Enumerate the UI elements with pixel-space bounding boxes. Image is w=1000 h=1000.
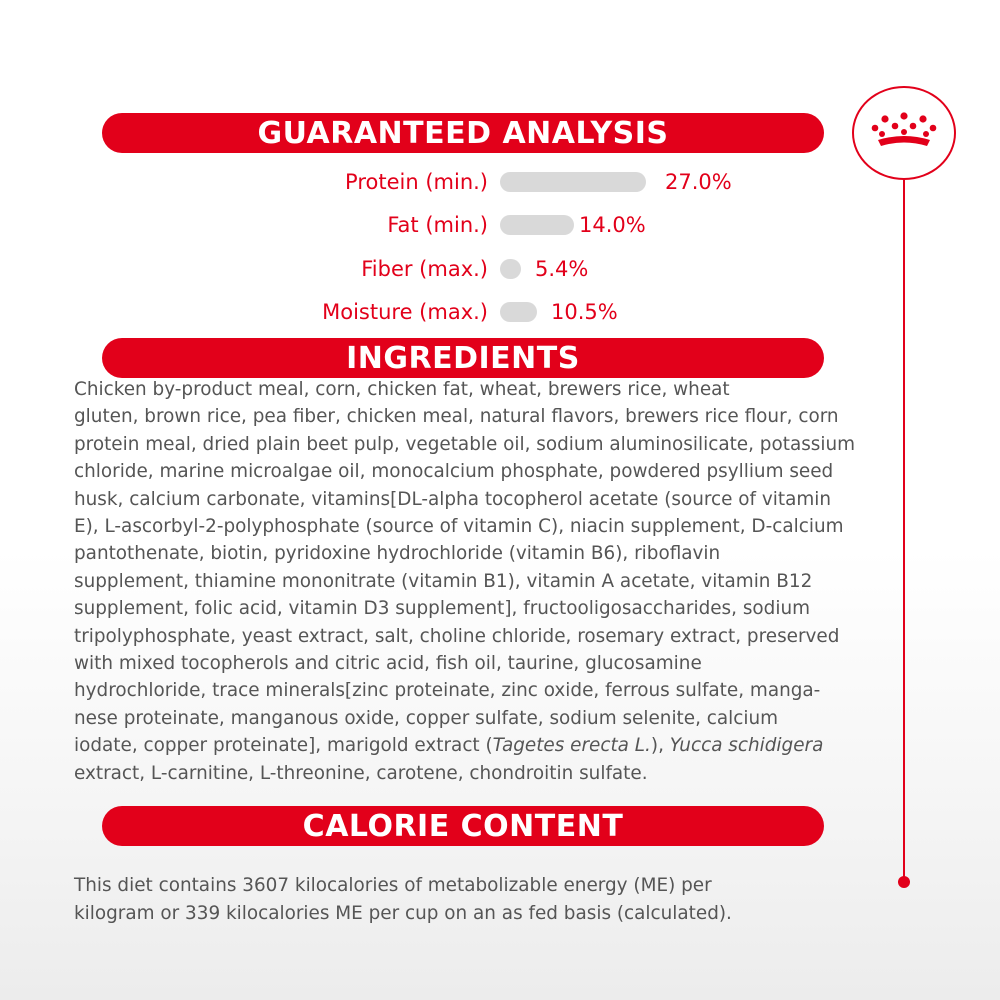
ingredients-line: tripolyphosphate, yeast extract, salt, choline chloride, rosemary extract, preserved bbox=[74, 625, 840, 647]
ingredients-heading: INGREDIENTS bbox=[102, 338, 824, 378]
ingredients-line: pantothenate, biotin, pyridoxine hydrochloride (vitamin B6), riboflavin bbox=[74, 543, 721, 565]
analysis-value: 10.5% bbox=[551, 300, 618, 324]
ingredients-line: hydrochloride, trace minerals[zinc proteinate, zinc oxide, ferrous sulfate, manga- bbox=[74, 680, 821, 702]
analysis-row-moisture bbox=[0, 297, 1000, 327]
calorie-line: kilogram or 339 kilocalories ME per cup on an as fed basis (calculated). bbox=[74, 903, 732, 924]
analysis-label: Fat (min.) bbox=[387, 213, 488, 237]
decorative-line-end-dot bbox=[898, 876, 910, 888]
analysis-bar bbox=[500, 259, 521, 279]
analysis-bar bbox=[500, 302, 537, 322]
ingredients-text-fragment: ), bbox=[650, 735, 670, 757]
brand-logo bbox=[852, 86, 956, 180]
ingredients-italic-name: Yucca schidigera bbox=[669, 735, 824, 757]
analysis-label: Moisture (max.) bbox=[322, 300, 488, 324]
analysis-value: 5.4% bbox=[535, 257, 589, 281]
crown-icon bbox=[869, 111, 939, 155]
ingredients-line: supplement, folic acid, vitamin D3 supplement], fructooligosaccharides, sodium bbox=[74, 598, 811, 620]
analysis-value: 14.0% bbox=[579, 213, 646, 237]
decorative-vertical-line bbox=[903, 180, 905, 880]
ingredients-text bbox=[74, 376, 894, 787]
analysis-label: Protein (min.) bbox=[345, 170, 488, 194]
ingredients-line: E), L-ascorbyl-2-polyphosphate (source of vitamin C), niacin supplement, D-calcium bbox=[74, 516, 844, 538]
ingredients-line: with mixed tocopherols and citric acid, fish oil, taurine, glucosamine bbox=[74, 653, 702, 675]
ingredients-line: Chicken by-product meal, corn, chicken fat, wheat, brewers rice, wheat bbox=[74, 379, 730, 400]
ingredients-line: protein meal, dried plain beet pulp, vegetable oil, sodium aluminosilicate, potassium bbox=[74, 433, 856, 455]
analysis-row-fat bbox=[0, 210, 1000, 240]
ingredients-line: chloride, marine microalgae oil, monocalcium phosphate, powdered psyllium seed bbox=[74, 461, 834, 483]
analysis-row-protein bbox=[0, 167, 1000, 197]
analysis-label: Fiber (max.) bbox=[361, 257, 488, 281]
ingredients-line: supplement, thiamine mononitrate (vitamin B1), vitamin A acetate, vitamin B12 bbox=[74, 570, 813, 592]
ingredients-line: nese proteinate, manganous oxide, copper sulfate, sodium selenite, calcium bbox=[74, 707, 779, 729]
ingredients-line bbox=[74, 732, 894, 759]
analysis-row-fiber bbox=[0, 254, 1000, 284]
calorie-content-text bbox=[74, 872, 894, 928]
ingredients-line: husk, calcium carbonate, vitamins[DL-alpha tocopherol acetate (source of vitamin bbox=[74, 488, 832, 510]
analysis-bar bbox=[500, 215, 574, 235]
guaranteed-analysis-heading: GUARANTEED ANALYSIS bbox=[102, 113, 824, 153]
ingredients-italic-name: Tagetes erecta L. bbox=[492, 735, 651, 757]
ingredients-text-fragment: iodate, copper proteinate], marigold extract ( bbox=[74, 735, 493, 757]
analysis-value: 27.0% bbox=[665, 170, 732, 194]
ingredients-line: gluten, brown rice, pea fiber, chicken meal, natural flavors, brewers rice flour, corn bbox=[74, 406, 839, 428]
analysis-bar bbox=[500, 172, 646, 192]
calorie-content-heading: CALORIE CONTENT bbox=[102, 806, 824, 846]
ingredients-line: extract, L-carnitine, L-threonine, carotene, chondroitin sulfate. bbox=[74, 762, 648, 784]
calorie-line: This diet contains 3607 kilocalories of metabolizable energy (ME) per bbox=[74, 875, 712, 896]
